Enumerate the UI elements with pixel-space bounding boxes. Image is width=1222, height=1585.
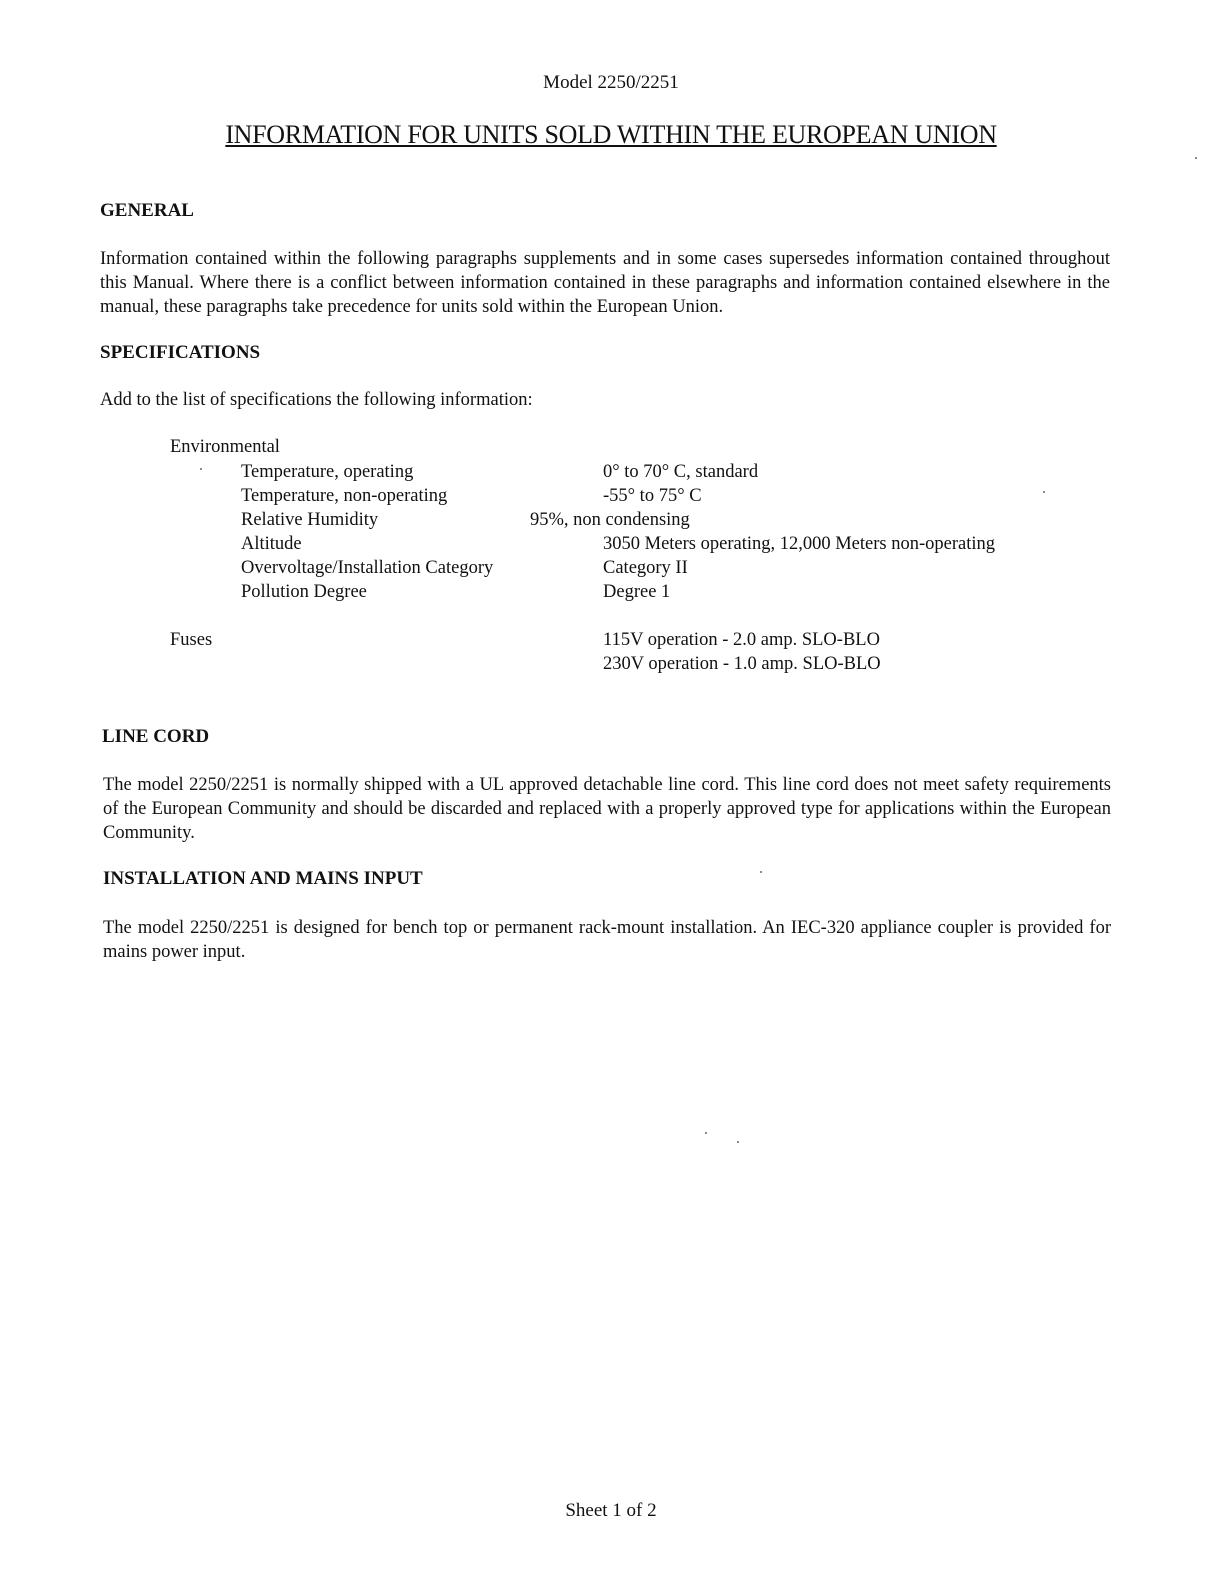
spec-value-pollution: Degree 1	[603, 582, 671, 602]
environmental-label: Environmental	[170, 437, 280, 457]
installation-heading: INSTALLATION AND MAINS INPUT	[103, 868, 423, 889]
model-number: Model 2250/2251	[543, 72, 679, 93]
specifications-heading: SPECIFICATIONS	[100, 342, 261, 363]
spec-label-temp-operating: Temperature, operating	[241, 462, 414, 482]
spec-label-pollution: Pollution Degree	[241, 582, 367, 602]
scan-speck	[705, 1132, 707, 1134]
spec-label-altitude: Altitude	[241, 534, 302, 554]
sheet-number: Sheet 1 of 2	[565, 1500, 657, 1521]
scan-speck	[1043, 491, 1045, 493]
scan-speck	[1195, 157, 1197, 159]
general-heading: GENERAL	[100, 200, 194, 221]
spec-value-temp-operating: 0° to 70° C, standard	[603, 462, 759, 482]
specifications-intro: Add to the list of specifications the following information:	[100, 390, 533, 410]
spec-label-humidity: Relative Humidity	[241, 510, 379, 530]
installation-paragraph: The model 2250/2251 is designed for bench top or permanent rack-mount installation. An IEC-320 appliance coupler is provided for mains power input.	[103, 918, 1111, 962]
general-paragraph: Information contained within the following paragraphs supplements and in some cases supersedes information contained throughout this Manual. Where there is a conflict between information contained in these paragraphs and information contained elsewhere in the manual, these paragraphs take precedence for units sold within the European Union.	[100, 249, 1110, 317]
fuse-115v: 115V operation - 2.0 amp. SLO-BLO	[603, 630, 880, 650]
spec-value-altitude: 3050 Meters operating, 12,000 Meters non-operating	[603, 534, 996, 554]
line-cord-heading: LINE CORD	[102, 726, 210, 747]
scan-speck	[760, 871, 762, 873]
spec-label-temp-non-operating: Temperature, non-operating	[241, 486, 448, 506]
spec-value-humidity: 95%, non condensing	[530, 510, 690, 530]
spec-label-overvoltage: Overvoltage/Installation Category	[241, 558, 494, 578]
fuse-230v: 230V operation - 1.0 amp. SLO-BLO	[603, 654, 881, 674]
scan-speck	[200, 468, 202, 470]
scan-speck	[737, 1141, 739, 1143]
fuses-label: Fuses	[170, 630, 213, 650]
spec-value-temp-non-operating: -55° to 75° C	[603, 486, 702, 506]
page-title: INFORMATION FOR UNITS SOLD WITHIN THE EUROPEAN UNION	[225, 120, 997, 149]
spec-value-overvoltage: Category II	[603, 558, 688, 578]
line-cord-paragraph: The model 2250/2251 is normally shipped with a UL approved detachable line cord. This line cord does not meet safety requirements of the European Community and should be discarded and replaced with a properly approved type for applications within the European Community.	[103, 775, 1111, 843]
